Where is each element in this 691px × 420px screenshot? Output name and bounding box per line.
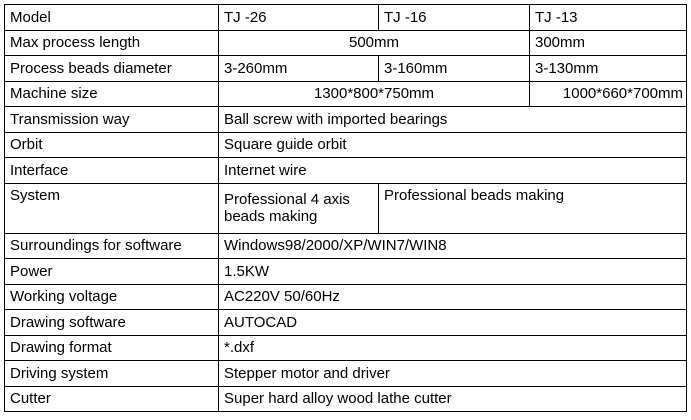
label-drawing-software: Drawing software <box>5 310 219 336</box>
table-row-drawing-format <box>5 335 687 361</box>
label-transmission-way: Transmission way <box>5 107 219 133</box>
value-transmission-way: Ball screw with imported bearings <box>219 107 687 133</box>
value-drawing-software: AUTOCAD <box>219 310 687 336</box>
model-tj26: TJ -26 <box>219 5 379 31</box>
value-cutter: Super hard alloy wood lathe cutter <box>219 386 687 412</box>
label-power: Power <box>5 259 219 285</box>
value-machine-size-tj26-tj16: 1300*800*750mm <box>219 81 530 107</box>
label-driving-system: Driving system <box>5 361 219 387</box>
model-tj13: TJ -13 <box>530 5 687 31</box>
table-row-drawing-software <box>5 310 687 336</box>
value-beads-diameter-tj13: 3-130mm <box>530 56 687 82</box>
table-row-surroundings <box>5 233 687 259</box>
table-row-interface <box>5 158 687 184</box>
label-machine-size: Machine size <box>5 81 219 107</box>
value-machine-size-tj13: 1000*660*700mm <box>530 81 687 107</box>
spec-table <box>4 4 687 412</box>
value-orbit: Square guide orbit <box>219 132 687 158</box>
label-orbit: Orbit <box>5 132 219 158</box>
value-driving-system: Stepper motor and driver <box>219 361 687 387</box>
table-row-cutter <box>5 386 687 412</box>
label-cutter: Cutter <box>5 386 219 412</box>
label-working-voltage: Working voltage <box>5 284 219 310</box>
table-row-transmission-way <box>5 107 687 133</box>
table-row-machine-size <box>5 81 687 107</box>
label-surroundings: Surroundings for software <box>5 233 219 259</box>
label-max-process-length: Max process length <box>5 30 219 56</box>
table-row-system <box>5 183 687 233</box>
value-max-process-length-tj13: 300mm <box>530 30 687 56</box>
table-row-orbit <box>5 132 687 158</box>
table-row-process-beads-diameter <box>5 56 687 82</box>
label-system: System <box>5 183 219 233</box>
table-row-power <box>5 259 687 285</box>
value-working-voltage: AC220V 50/60Hz <box>219 284 687 310</box>
value-system-4-axis <box>219 183 379 233</box>
value-max-process-length-tj26-tj16: 500mm <box>219 30 530 56</box>
value-power: 1.5KW <box>219 259 687 285</box>
label-process-beads-diameter: Process beads diameter <box>5 56 219 82</box>
value-surroundings: Windows98/2000/XP/WIN7/WIN8 <box>219 233 687 259</box>
label-drawing-format: Drawing format <box>5 335 219 361</box>
table-row-working-voltage <box>5 284 687 310</box>
label-model: Model <box>5 5 219 31</box>
value-beads-diameter-tj16: 3-160mm <box>379 56 530 82</box>
table-row-driving-system <box>5 361 687 387</box>
value-beads-diameter-tj26: 3-260mm <box>219 56 379 82</box>
system-4-axis-line-1: Professional 4 axis <box>224 191 350 208</box>
table-row-max-process-length <box>5 30 687 56</box>
system-4-axis-line-2: beads making <box>224 208 318 225</box>
table-row-model <box>5 5 687 31</box>
value-interface: Internet wire <box>219 158 687 184</box>
value-drawing-format: *.dxf <box>219 335 687 361</box>
model-tj16: TJ -16 <box>379 5 530 31</box>
value-system-beads-making: Professional beads making <box>379 183 687 233</box>
label-interface: Interface <box>5 158 219 184</box>
